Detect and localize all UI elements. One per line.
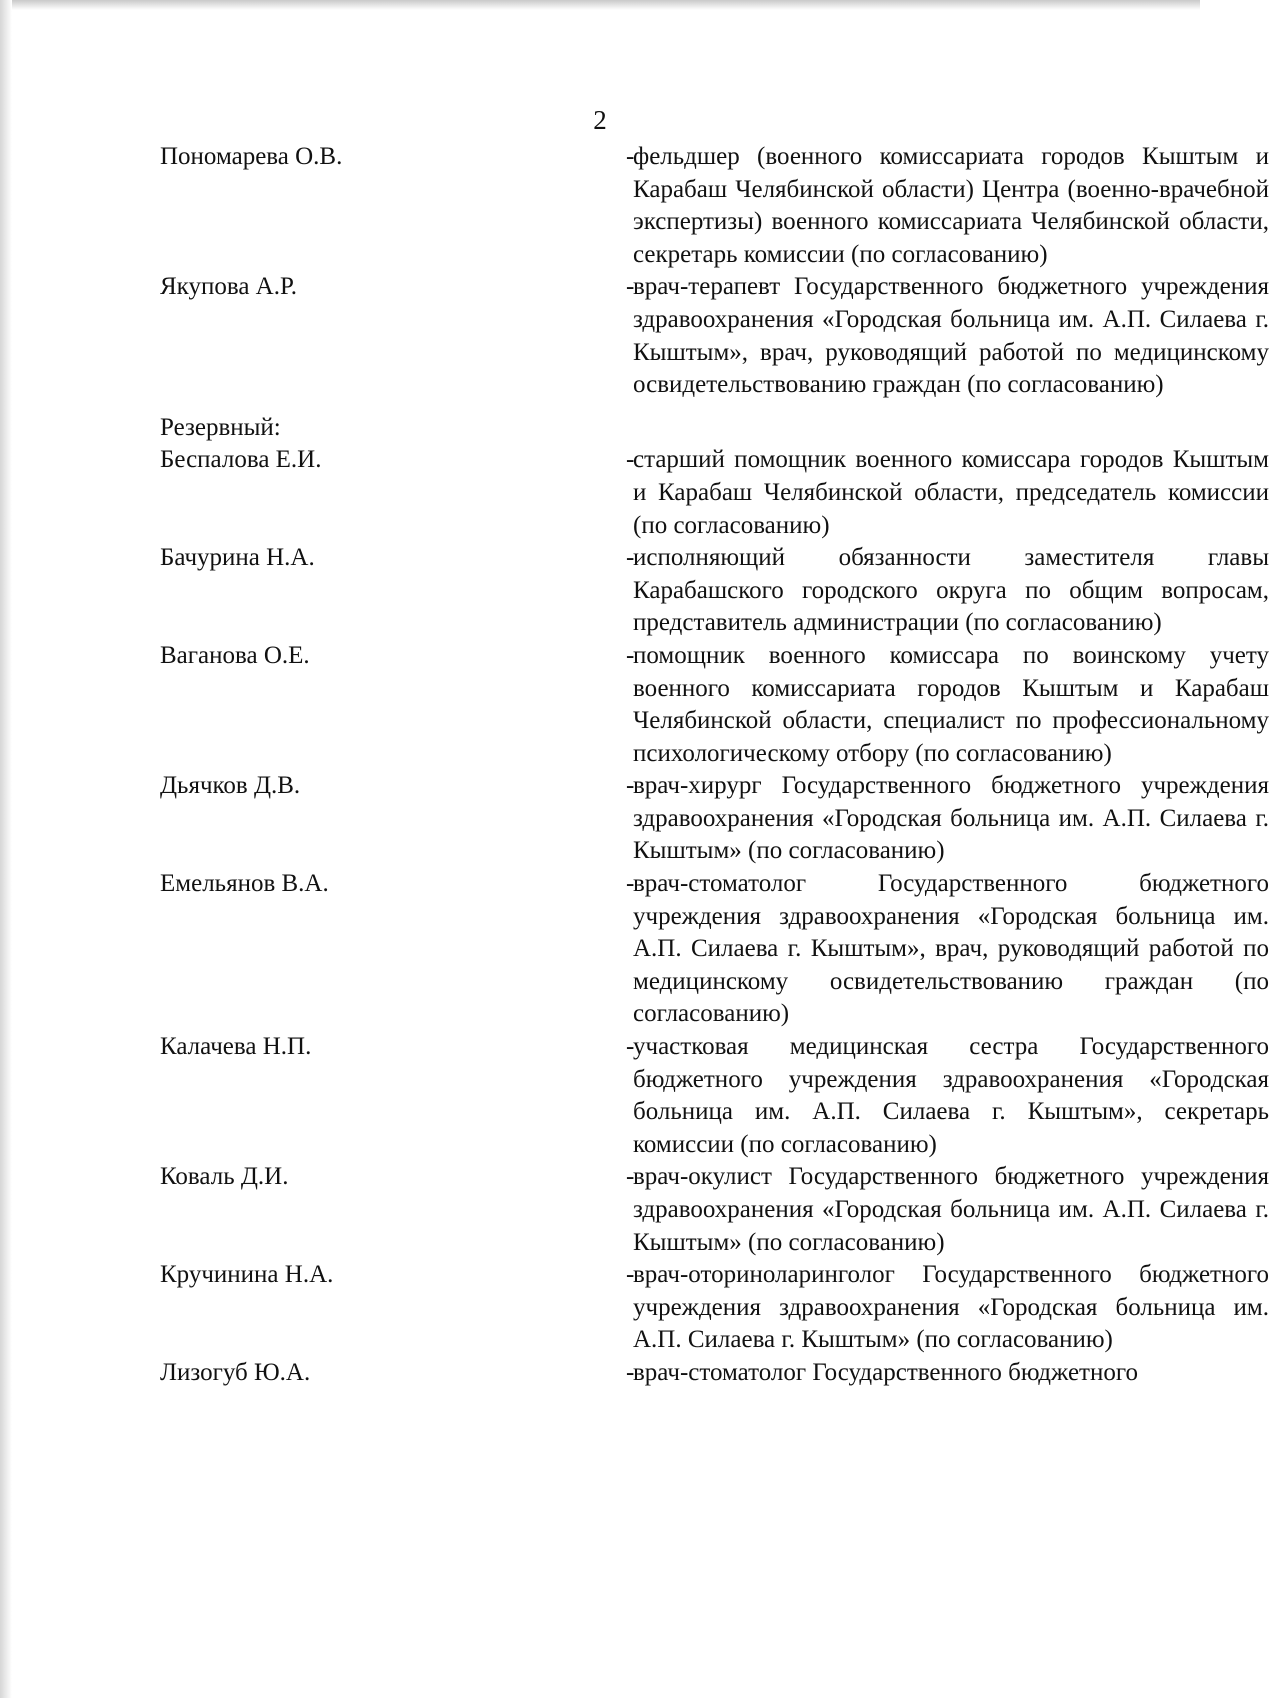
member-entry	[160, 1031, 1269, 1161]
entry-dash: -	[626, 1261, 635, 1289]
scan-top-edge	[0, 0, 1200, 10]
member-name: Беспалова Е.И.	[160, 446, 322, 474]
member-name: Дьячков Д.В.	[160, 772, 301, 800]
member-entry	[160, 868, 1269, 1031]
member-entry	[160, 770, 1269, 868]
member-name: Ваганова О.Е.	[160, 641, 310, 669]
commission-members-list	[160, 141, 1269, 1390]
member-description: врач-терапевт Государственного бюджетного учреждения здравоохранения «Городская больница им. А.П. Силаева г. Кыштым», врач, руководящий работой по медицинскому освидетельствованию граждан (по согласованию)	[633, 273, 1269, 399]
member-entry	[160, 640, 1269, 770]
member-name: Калачева Н.П.	[160, 1033, 312, 1061]
member-name: Бачурина Н.А.	[160, 544, 315, 572]
reserve-heading: Резервный:	[160, 413, 281, 441]
member-entry	[160, 1357, 1138, 1390]
member-description: врач-окулист Государственного бюджетного учреждения здравоохранения «Городская больница им. А.П. Силаева г. Кыштым» (по согласованию)	[633, 1163, 1269, 1256]
member-name: Якупова А.Р.	[160, 273, 297, 301]
entry-dash: -	[626, 1033, 635, 1061]
member-entry	[160, 542, 1269, 640]
member-description: врач-стоматолог Государственного бюджетного	[633, 1358, 1138, 1386]
entry-dash: -	[626, 143, 635, 170]
member-description: старший помощник военного комиссара городов Кыштым и Карабаш Челябинской области, председатель комиссии (по согласованию)	[633, 446, 1269, 539]
member-description: врач-стоматолог Государственного бюджетного учреждения здравоохранения «Городская больница им. А.П. Силаева г. Кыштым», врач, руководящий работой по медицинскому освидетельствованию граждан (по согласованию)	[633, 870, 1269, 1028]
member-name: Пономарева О.В.	[160, 143, 343, 170]
entry-dash: -	[626, 870, 635, 898]
member-name: Коваль Д.И.	[160, 1163, 289, 1191]
member-description: врач-хирург Государственного бюджетного учреждения здравоохранения «Городская больница им. А.П. Силаева г. Кыштым» (по согласованию)	[633, 772, 1269, 865]
entry-dash: -	[626, 1358, 635, 1386]
entry-dash: -	[626, 544, 635, 572]
member-name: Лизогуб Ю.А.	[160, 1358, 311, 1386]
member-description: помощник военного комиссара по воинскому учету военного комиссариата городов Кыштым и Карабаш Челябинской области, специалист по профессиональному психологическому отбору (по согласованию)	[633, 641, 1269, 767]
entry-dash: -	[626, 641, 635, 669]
member-entry	[160, 1259, 1269, 1357]
entry-dash: -	[626, 1163, 635, 1191]
member-description: участковая медицинская сестра Государственного бюджетного учреждения здравоохранения «Городская больница им. А.П. Силаева г. Кыштым», секретарь комиссии (по согласованию)	[633, 1033, 1269, 1158]
member-description: исполняющий обязанности заместителя главы Карабашского городского округа по общим вопросам, представитель администрации (по согласованию)	[633, 544, 1269, 637]
member-entry	[160, 1161, 1269, 1259]
entry-dash: -	[626, 772, 635, 800]
entry-dash: -	[626, 446, 635, 474]
member-name: Кручинина Н.А.	[160, 1261, 334, 1289]
member-entry	[160, 271, 1269, 401]
member-entry	[160, 444, 1269, 542]
member-name: Емельянов В.А.	[160, 870, 329, 898]
member-entry	[160, 141, 1269, 271]
member-description: врач-оториноларинголог Государственного бюджетного учреждения здравоохранения «Городская больница им. А.П. Силаева г. Кыштым» (по согласованию)	[633, 1261, 1269, 1354]
page-number: 2	[593, 105, 607, 135]
entry-dash: -	[626, 273, 635, 301]
member-description: фельдшер (военного комиссариата городов Кыштым и Карабаш Челябинской области) Центра (военно-врачебной экспертизы) военного комиссариата Челябинской области, секретарь комиссии (по согласованию)	[633, 143, 1269, 268]
scan-left-edge	[0, 0, 12, 1698]
